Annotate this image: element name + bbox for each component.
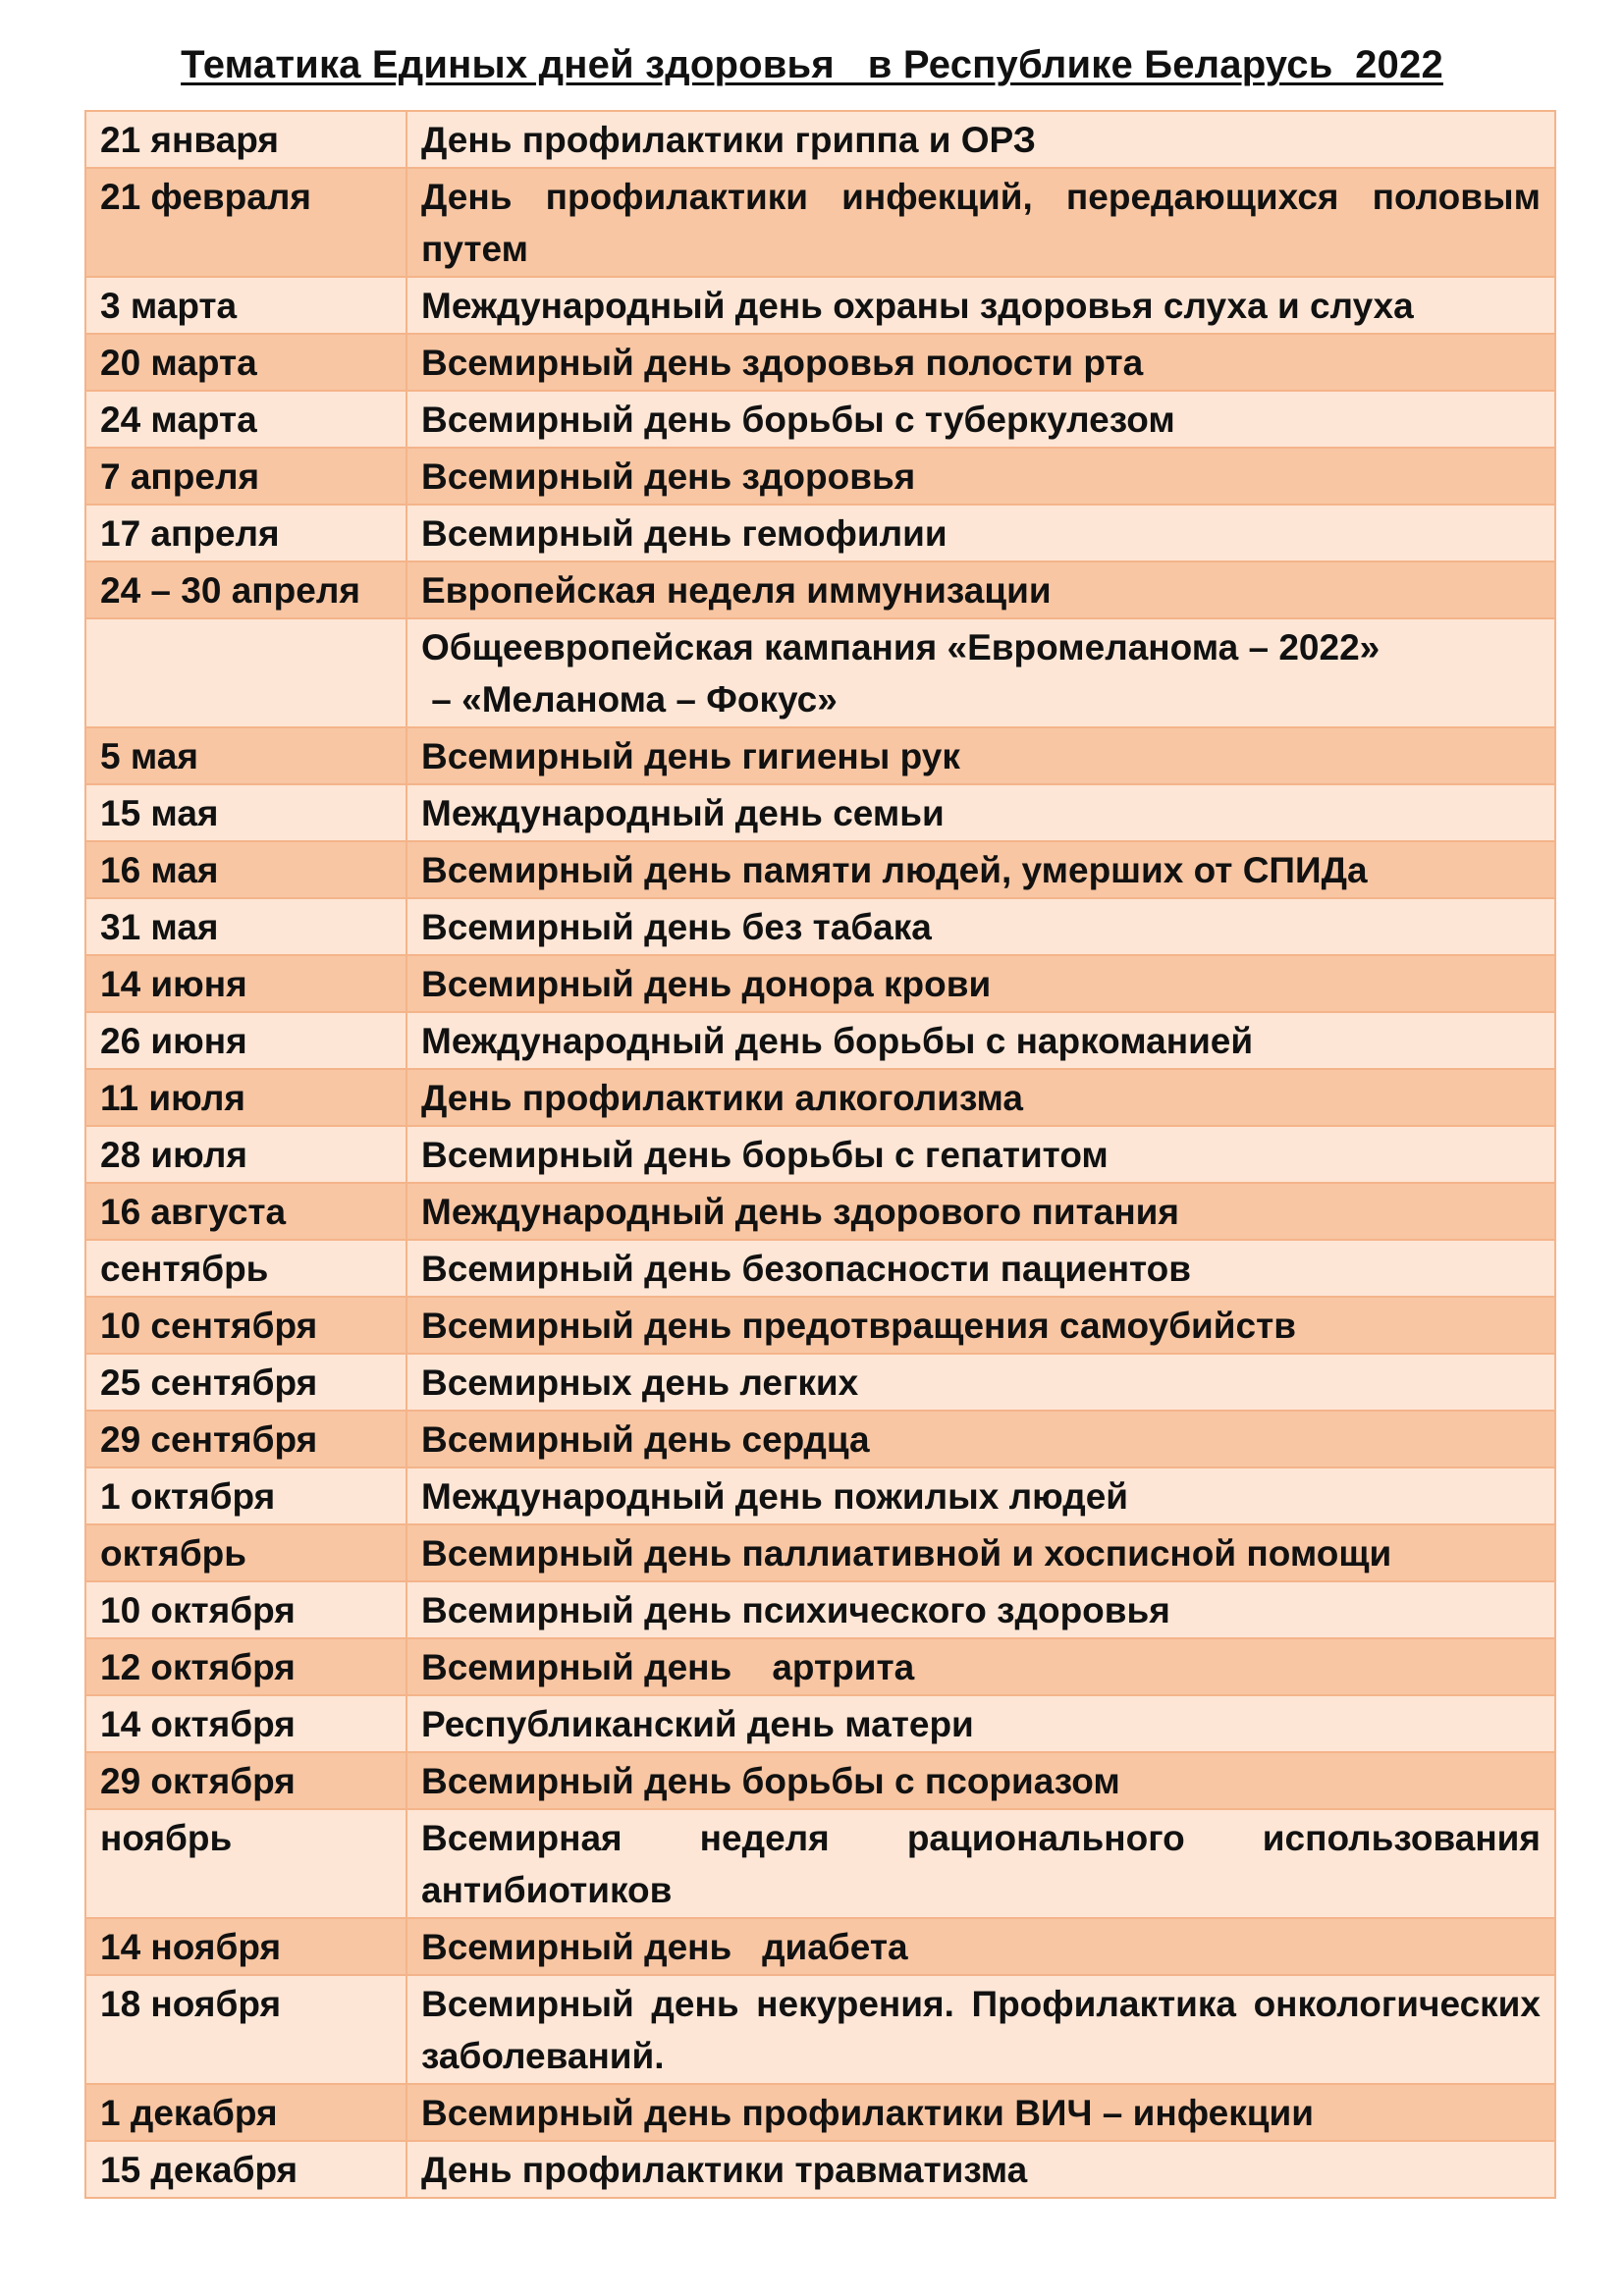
event-cell: Всемирный день гигиены рук — [406, 727, 1555, 784]
event-cell: Всемирный день сердца — [406, 1411, 1555, 1468]
table-row — [85, 784, 1555, 841]
date-cell: 1 декабря — [85, 2084, 406, 2141]
event-cell: День профилактики травматизма — [406, 2141, 1555, 2198]
table-row — [85, 168, 1555, 277]
event-cell: Всемирный день борьбы с туберкулезом — [406, 391, 1555, 448]
table-row — [85, 1012, 1555, 1069]
event-cell: Всемирный день гемофилии — [406, 505, 1555, 561]
event-cell: День профилактики гриппа и ОРЗ — [406, 111, 1555, 168]
date-cell: 17 апреля — [85, 505, 406, 561]
date-cell — [85, 618, 406, 727]
date-cell: 15 декабря — [85, 2141, 406, 2198]
event-cell: Всемирный день донора крови — [406, 955, 1555, 1012]
date-cell: 28 июля — [85, 1126, 406, 1183]
date-cell: 11 июля — [85, 1069, 406, 1126]
event-cell: Всемирный день предотвращения самоубийств — [406, 1297, 1555, 1354]
event-cell: Международный день пожилых людей — [406, 1468, 1555, 1524]
table-row — [85, 1297, 1555, 1354]
page-title: Тематика Единых дней здоровья в Республике Беларусь 2022 — [181, 43, 1443, 86]
date-cell: 20 марта — [85, 334, 406, 391]
event-cell: День профилактики алкоголизма — [406, 1069, 1555, 1126]
event-cell: Всемирная неделя рационального использования антибиотиков — [406, 1809, 1555, 1918]
date-cell: 14 октября — [85, 1695, 406, 1752]
date-cell: 24 марта — [85, 391, 406, 448]
table-row — [85, 841, 1555, 898]
table-row — [85, 111, 1555, 168]
date-cell: 5 мая — [85, 727, 406, 784]
table-row — [85, 1069, 1555, 1126]
event-cell: Всемирный день здоровья полости рта — [406, 334, 1555, 391]
date-cell: 26 июня — [85, 1012, 406, 1069]
table-row — [85, 1468, 1555, 1524]
event-cell: Всемирный день диабета — [406, 1918, 1555, 1975]
date-cell: 15 мая — [85, 784, 406, 841]
table-row — [85, 1411, 1555, 1468]
event-cell: Республиканский день матери — [406, 1695, 1555, 1752]
date-cell: 24 – 30 апреля — [85, 561, 406, 618]
date-cell: 25 сентября — [85, 1354, 406, 1411]
date-cell: 14 ноября — [85, 1918, 406, 1975]
event-cell: Международный день здорового питания — [406, 1183, 1555, 1240]
table-body — [85, 111, 1555, 2198]
date-cell: 12 октября — [85, 1638, 406, 1695]
date-cell: 21 января — [85, 111, 406, 168]
date-cell: 1 октября — [85, 1468, 406, 1524]
table-row — [85, 1918, 1555, 1975]
table-row — [85, 277, 1555, 334]
event-cell: Международный день борьбы с наркоманией — [406, 1012, 1555, 1069]
table-row — [85, 2084, 1555, 2141]
table-row — [85, 618, 1555, 727]
date-cell: 18 ноября — [85, 1975, 406, 2084]
table-row — [85, 955, 1555, 1012]
event-cell: Всемирный день некурения. Профилактика онкологических заболеваний. — [406, 1975, 1555, 2084]
date-cell: 3 марта — [85, 277, 406, 334]
date-cell: 29 сентября — [85, 1411, 406, 1468]
table-row — [85, 1695, 1555, 1752]
event-cell: Всемирный день без табака — [406, 898, 1555, 955]
table-row — [85, 391, 1555, 448]
date-cell: ноябрь — [85, 1809, 406, 1918]
event-cell: Всемирный день артрита — [406, 1638, 1555, 1695]
event-cell: Всемирный день безопасности пациентов — [406, 1240, 1555, 1297]
event-cell: Общеевропейская кампания «Евромеланома – 2022» – «Меланома – Фокус» — [406, 618, 1555, 727]
date-cell: 29 октября — [85, 1752, 406, 1809]
table-row — [85, 1524, 1555, 1581]
date-cell: 7 апреля — [85, 448, 406, 505]
date-cell: октябрь — [85, 1524, 406, 1581]
event-cell: Всемирный день профилактики ВИЧ – инфекции — [406, 2084, 1555, 2141]
table-row — [85, 727, 1555, 784]
table-row — [85, 448, 1555, 505]
table-row — [85, 2141, 1555, 2198]
event-cell: Всемирный день паллиативной и хосписной помощи — [406, 1524, 1555, 1581]
date-cell: 10 октября — [85, 1581, 406, 1638]
event-cell: Международный день охраны здоровья слуха и слуха — [406, 277, 1555, 334]
date-cell: 21 февраля — [85, 168, 406, 277]
table-row — [85, 1752, 1555, 1809]
table-row — [85, 1183, 1555, 1240]
health-days-table — [84, 110, 1556, 2199]
date-cell: 16 мая — [85, 841, 406, 898]
date-cell: 31 мая — [85, 898, 406, 955]
table-row — [85, 898, 1555, 955]
event-cell: Всемирный день борьбы с псориазом — [406, 1752, 1555, 1809]
table-row — [85, 1240, 1555, 1297]
event-cell: Всемирный день памяти людей, умерших от СПИДа — [406, 841, 1555, 898]
table-row — [85, 1809, 1555, 1918]
event-cell: Всемирный день психического здоровья — [406, 1581, 1555, 1638]
event-cell: Международный день семьи — [406, 784, 1555, 841]
event-cell: День профилактики инфекций, передающихся половым путем — [406, 168, 1555, 277]
event-cell: Всемирных день легких — [406, 1354, 1555, 1411]
table-row — [85, 1638, 1555, 1695]
table-row — [85, 505, 1555, 561]
date-cell: 10 сентября — [85, 1297, 406, 1354]
table-row — [85, 334, 1555, 391]
event-cell: Всемирный день здоровья — [406, 448, 1555, 505]
event-cell: Европейская неделя иммунизации — [406, 561, 1555, 618]
table-row — [85, 1354, 1555, 1411]
table-row — [85, 1581, 1555, 1638]
date-cell: сентябрь — [85, 1240, 406, 1297]
table-row — [85, 561, 1555, 618]
date-cell: 14 июня — [85, 955, 406, 1012]
table-row — [85, 1126, 1555, 1183]
date-cell: 16 августа — [85, 1183, 406, 1240]
event-cell: Всемирный день борьбы с гепатитом — [406, 1126, 1555, 1183]
table-row — [85, 1975, 1555, 2084]
